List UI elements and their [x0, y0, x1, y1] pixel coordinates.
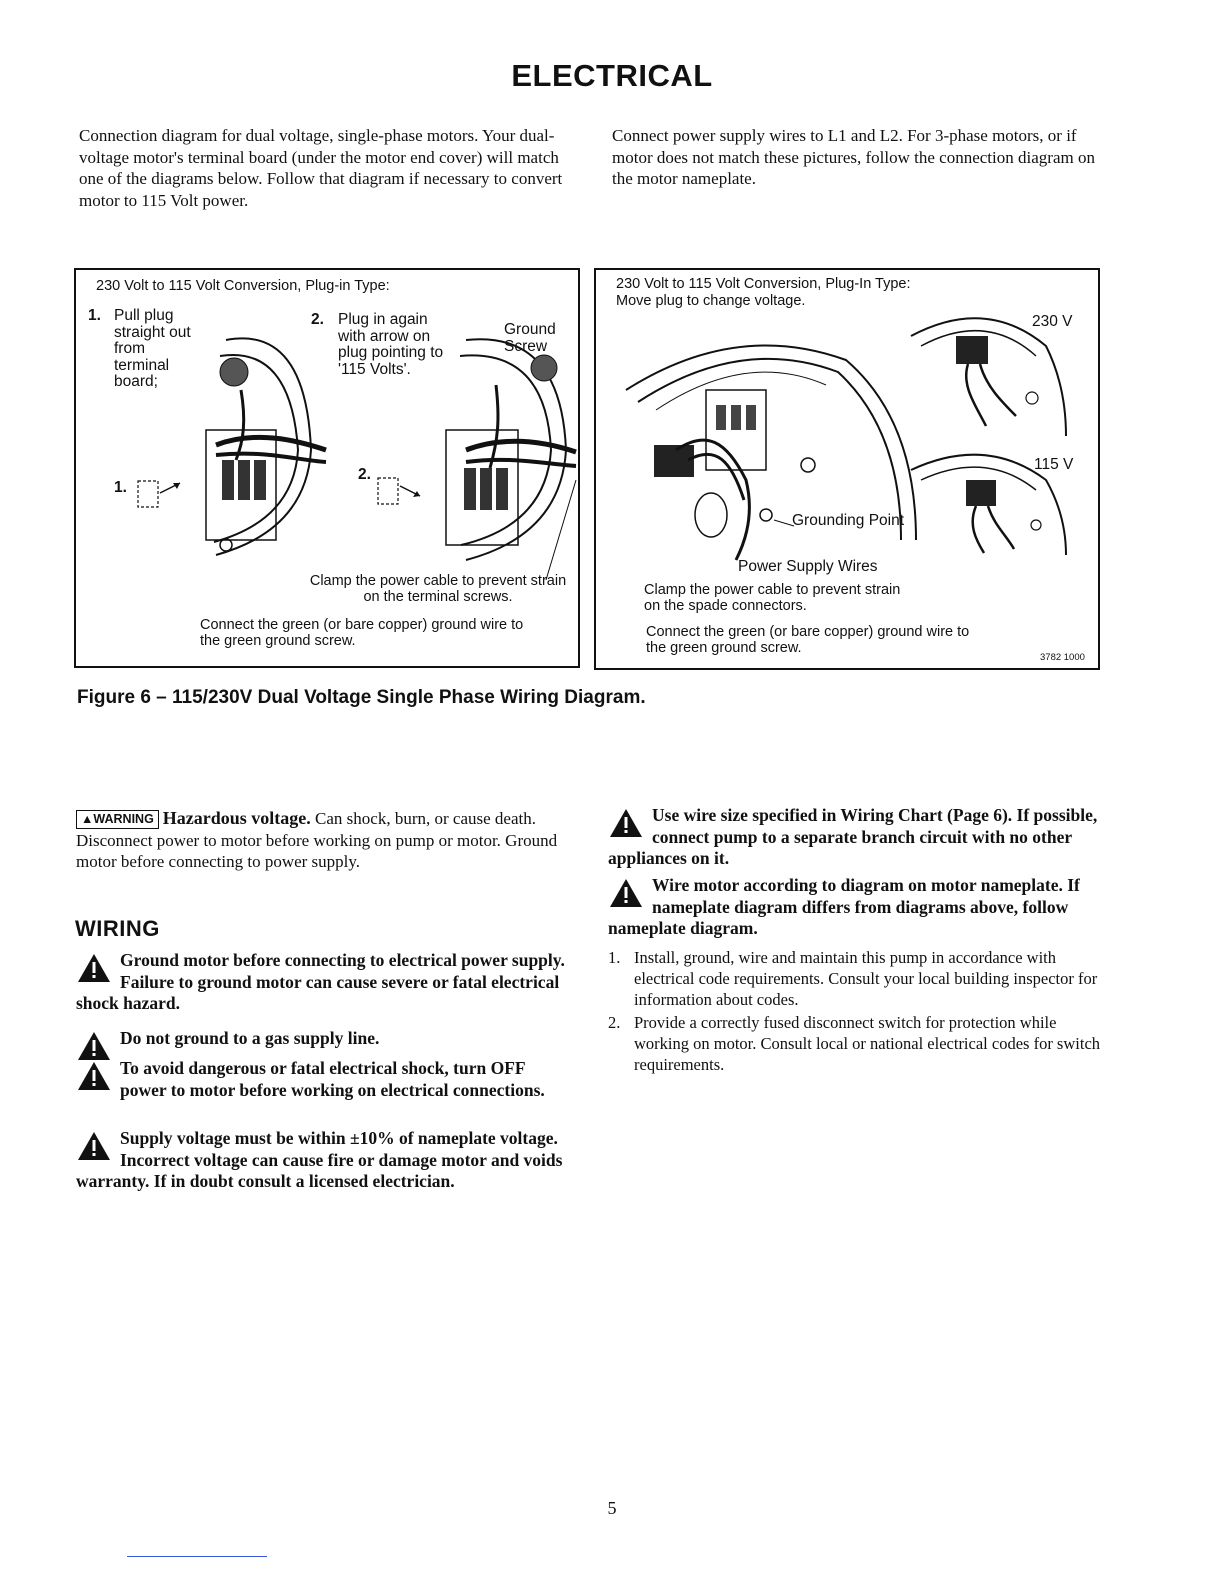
step1-text: Pull plug straight out from terminal board;	[114, 307, 191, 390]
label-230v: 230 V	[1032, 313, 1073, 330]
caution-supply-voltage: Supply voltage must be within ±10% of nameplate voltage. Incorrect voltage can cause fire or damage motor and voids warranty. If in doubt consult a licensed electrician.	[76, 1128, 563, 1191]
right-ground-note: Connect the green (or bare copper) ground wire to the green ground screw.	[646, 624, 970, 656]
plug-icon-step1	[136, 475, 196, 525]
figure-right-title-line2: Move plug to change voltage.	[616, 293, 806, 309]
terminal-board-230v-drawing	[186, 330, 326, 560]
left-ground-note: Connect the green (or bare copper) ground wire to the green ground screw.	[200, 617, 524, 649]
page-number: 5	[607, 1498, 617, 1518]
page-title: ELECTRICAL	[511, 58, 713, 93]
figure-right-title-line1: 230 Volt to 115 Volt Conversion, Plug-In Type:	[616, 276, 911, 292]
marker-2: 2.	[358, 466, 371, 483]
grounding-point-label: Grounding Point	[792, 512, 905, 529]
figure-right-panel	[594, 268, 1100, 670]
hazard-triangle-icon	[76, 952, 112, 984]
terminal-board-115v-drawing	[426, 330, 576, 570]
ground-screw-label: Ground Screw	[504, 321, 556, 355]
caution-turn-off-power: To avoid dangerous or fatal electrical shock, turn OFF power to motor before working on electrical connections.	[76, 1058, 571, 1101]
intro-right-paragraph: Connect power supply wires to L1 and L2. For 3-phase motors, or if motor does not match these pictures, follow the connection diagram on the motor nameplate.	[612, 126, 1095, 188]
warning-triangle-icon: ▲	[81, 812, 94, 826]
step1-number: 1.	[88, 307, 101, 324]
list-item: 2. Provide a correctly fused disconnect switch for protection while working on motor. Consult local or national electrical codes for switch requirements.	[608, 1013, 1101, 1074]
caution-nameplate-diagram: Wire motor according to diagram on motor nameplate. If nameplate diagram differs from diagrams above, follow nameplate diagram.	[608, 875, 1080, 938]
right-clamp-note: Clamp the power cable to prevent strain on the spade connectors.	[644, 582, 901, 614]
figure-left-title: 230 Volt to 115 Volt Conversion, Plug-in Type:	[96, 278, 390, 294]
warning-text: Can shock, burn, or cause death. Disconnect power to motor before working on pump or motor. Ground motor before connecting to power supply.	[76, 809, 558, 871]
step2-text: Plug in again with arrow on plug pointing to '115 Volts'.	[338, 311, 444, 378]
figure-caption: Figure 6 – 115/230V Dual Voltage Single Phase Wiring Diagram.	[77, 687, 646, 708]
hazard-triangle-icon	[76, 1130, 112, 1162]
hazard-triangle-icon	[76, 1060, 112, 1092]
caution-ground-motor: Ground motor before connecting to electrical power supply. Failure to ground motor can cause severe or fatal electrical shock hazard.	[76, 950, 565, 1013]
hazard-triangle-icon	[608, 807, 644, 839]
marker-1: 1.	[114, 479, 127, 496]
plug-icon-step2	[376, 472, 436, 522]
figure-code: 3782 1000	[1040, 652, 1085, 663]
figure-left-panel	[74, 268, 580, 668]
inset-115v-drawing	[906, 445, 1066, 555]
inset-230v-drawing	[906, 306, 1066, 436]
footer-rule	[127, 1556, 267, 1557]
instructions-list	[608, 947, 1101, 1077]
intro-left-paragraph: Connection diagram for dual voltage, single-phase motors. Your dual-voltage motor's terminal board (under the motor end cover) will match one of the diagrams below. Follow that diagram if necessary to convert motor to 115 Volt power.	[79, 126, 563, 210]
hazard-triangle-icon	[608, 877, 644, 909]
warning-badge: ▲WARNING	[76, 810, 159, 829]
left-clamp-note: Clamp the power cable to prevent strain on the terminal screws.	[309, 573, 567, 605]
wiring-heading: WIRING	[75, 916, 160, 941]
step2-number: 2.	[311, 311, 324, 328]
power-supply-wires-label: Power Supply Wires	[738, 558, 878, 575]
caution-wire-size: Use wire size specified in Wiring Chart (Page 6). If possible, connect pump to a separate branch circuit with no other appliances on it.	[608, 805, 1098, 868]
list-item: 1. Install, ground, wire and maintain this pump in accordance with electrical code requirements. Consult your local building inspector for information about codes.	[608, 948, 1098, 1009]
label-115v: 115 V	[1034, 456, 1074, 473]
warning-paragraph	[76, 808, 571, 873]
caution-gas-line: Do not ground to a gas supply line.	[76, 1028, 571, 1062]
warning-lead: Hazardous voltage.	[162, 808, 311, 828]
